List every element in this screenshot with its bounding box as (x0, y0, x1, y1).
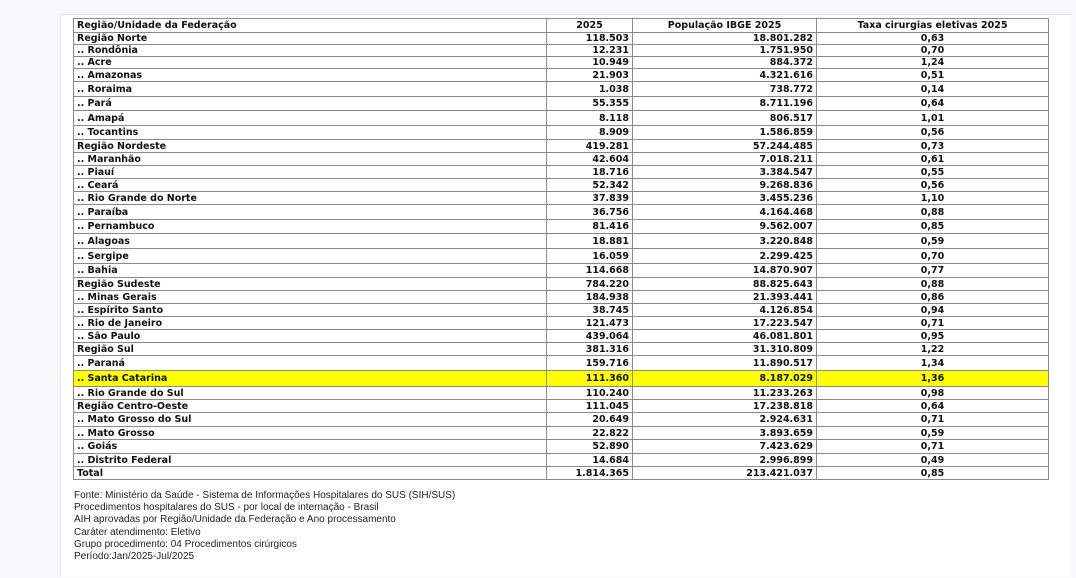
cell-rate: 0,86 (817, 291, 1049, 304)
table-row (74, 264, 1049, 278)
cell-population: 88.825.643 (633, 278, 817, 291)
cell-population: 2.299.425 (633, 249, 817, 264)
cell-region-name: .. Espírito Santo (74, 304, 547, 317)
cell-rate: 0,71 (817, 317, 1049, 330)
cell-2025: 118.503 (547, 33, 633, 45)
cell-2025: 21.903 (547, 69, 633, 82)
cell-population: 1.751.950 (633, 45, 817, 57)
table-row (74, 179, 1049, 192)
cell-2025: 14.684 (547, 454, 633, 467)
cell-rate: 0,63 (817, 33, 1049, 45)
cell-2025: 20.649 (547, 413, 633, 427)
cell-rate: 1,10 (817, 192, 1049, 205)
cell-population: 18.801.282 (633, 33, 817, 45)
cell-region-name: .. Rio Grande do Sul (74, 387, 547, 400)
cell-rate: 0,95 (817, 330, 1049, 343)
cell-population: 17.238.818 (633, 400, 817, 413)
cell-rate: 0,56 (817, 179, 1049, 192)
cell-rate: 1,24 (817, 57, 1049, 69)
cell-region-name: .. Maranhão (74, 153, 547, 166)
table-row (74, 356, 1049, 371)
cell-region-name: Região Sudeste (74, 278, 547, 291)
cell-population: 213.421.037 (633, 467, 817, 480)
cell-region-name: .. Paraná (74, 356, 547, 371)
cell-2025: 16.059 (547, 249, 633, 264)
cell-rate: 1,34 (817, 356, 1049, 371)
cell-population: 8.711.196 (633, 97, 817, 111)
cell-population: 46.081.801 (633, 330, 817, 343)
table-header-row (74, 19, 1049, 33)
cell-population: 21.393.441 (633, 291, 817, 304)
cell-2025: 110.240 (547, 387, 633, 400)
cell-2025: 1.814.365 (547, 467, 633, 480)
cell-region-name: Região Nordeste (74, 140, 547, 153)
cell-2025: 184.938 (547, 291, 633, 304)
table-row (74, 330, 1049, 343)
cell-region-name: .. Tocantins (74, 126, 547, 140)
cell-region-name: .. Paraíba (74, 205, 547, 220)
table-row (74, 126, 1049, 140)
table-row-highlighted (74, 371, 1049, 387)
cell-2025: 159.716 (547, 356, 633, 371)
cell-rate: 0,88 (817, 205, 1049, 220)
header-2025: 2025 (547, 19, 633, 33)
cell-region-name: .. Piauí (74, 166, 547, 179)
cell-rate: 0,70 (817, 249, 1049, 264)
cell-2025: 8.118 (547, 111, 633, 126)
note-procedures: Procedimentos hospitalares do SUS - por local de internação - Brasil (74, 502, 379, 514)
cell-population: 7.018.211 (633, 153, 817, 166)
cell-2025: 381.316 (547, 343, 633, 356)
cell-2025: 419.281 (547, 140, 633, 153)
table-row (74, 317, 1049, 330)
table-row (74, 82, 1049, 97)
cell-2025: 10.949 (547, 57, 633, 69)
cell-region-name: .. Ceará (74, 179, 547, 192)
table-row (74, 427, 1049, 440)
cell-region-name: .. Sergipe (74, 249, 547, 264)
cell-rate: 0,61 (817, 153, 1049, 166)
cell-2025: 111.360 (547, 371, 633, 387)
cell-rate: 1,22 (817, 343, 1049, 356)
cell-rate: 0,71 (817, 413, 1049, 427)
cell-population: 884.372 (633, 57, 817, 69)
table-row (74, 440, 1049, 454)
cell-2025: 18.716 (547, 166, 633, 179)
note-source: Fonte: Ministério da Saúde - Sistema de Informações Hospitalares do SUS (SIH/SUS) (74, 490, 456, 501)
cell-2025: 439.064 (547, 330, 633, 343)
cell-2025: 12.231 (547, 45, 633, 57)
table-row (74, 69, 1049, 82)
cell-rate: 0,49 (817, 454, 1049, 467)
cell-2025: 52.342 (547, 179, 633, 192)
cell-population: 738.772 (633, 82, 817, 97)
cell-population: 9.268.836 (633, 179, 817, 192)
cell-rate: 0,64 (817, 97, 1049, 111)
cell-rate: 0,77 (817, 264, 1049, 278)
cell-rate: 0,59 (817, 234, 1049, 249)
cell-2025: 37.839 (547, 192, 633, 205)
cell-region-name: Região Norte (74, 33, 547, 45)
cell-region-name: Total (74, 467, 547, 480)
cell-population: 3.455.236 (633, 192, 817, 205)
table-row (74, 467, 1049, 480)
cell-region-name: .. Rondônia (74, 45, 547, 57)
table-row (74, 192, 1049, 205)
table-row (74, 33, 1049, 45)
cell-region-name: .. Pernambuco (74, 220, 547, 234)
table-row (74, 140, 1049, 153)
cell-rate: 0,88 (817, 278, 1049, 291)
cell-population: 11.233.263 (633, 387, 817, 400)
cell-2025: 784.220 (547, 278, 633, 291)
cell-population: 806.517 (633, 111, 817, 126)
cell-2025: 18.881 (547, 234, 633, 249)
table-row (74, 291, 1049, 304)
table-row (74, 249, 1049, 264)
cell-population: 4.164.468 (633, 205, 817, 220)
cell-region-name: .. Amazonas (74, 69, 547, 82)
cell-region-name: .. Santa Catarina (74, 371, 547, 387)
table-row (74, 220, 1049, 234)
cell-population: 1.586.859 (633, 126, 817, 140)
note-aih: AIH aprovadas por Região/Unidade da Federação e Ano processamento (74, 514, 396, 526)
cell-population: 9.562.007 (633, 220, 817, 234)
cell-rate: 1,36 (817, 371, 1049, 387)
table-row (74, 166, 1049, 179)
table-row (74, 205, 1049, 220)
cell-population: 3.220.848 (633, 234, 817, 249)
cell-rate: 0,55 (817, 166, 1049, 179)
cell-rate: 0,73 (817, 140, 1049, 153)
table-row (74, 153, 1049, 166)
cell-region-name: .. Mato Grosso (74, 427, 547, 440)
cell-population: 3.384.547 (633, 166, 817, 179)
surgery-rate-table (73, 18, 1049, 480)
cell-2025: 111.045 (547, 400, 633, 413)
cell-population: 4.126.854 (633, 304, 817, 317)
cell-region-name: .. Alagoas (74, 234, 547, 249)
cell-region-name: .. Goiás (74, 440, 547, 454)
table-row (74, 413, 1049, 427)
cell-2025: 42.604 (547, 153, 633, 166)
cell-population: 4.321.616 (633, 69, 817, 82)
cell-2025: 1.038 (547, 82, 633, 97)
cell-population: 7.423.629 (633, 440, 817, 454)
cell-rate: 0,98 (817, 387, 1049, 400)
cell-rate: 0,85 (817, 467, 1049, 480)
cell-population: 17.223.547 (633, 317, 817, 330)
table-row (74, 234, 1049, 249)
cell-region-name: .. Bahia (74, 264, 547, 278)
cell-rate: 1,01 (817, 111, 1049, 126)
note-character: Caráter atendimento: Eletivo (74, 526, 201, 538)
cell-region-name: .. São Paulo (74, 330, 547, 343)
header-population: População IBGE 2025 (633, 19, 817, 33)
cell-2025: 36.756 (547, 205, 633, 220)
cell-2025: 22.822 (547, 427, 633, 440)
cell-region-name: .. Rio Grande do Norte (74, 192, 547, 205)
table-row (74, 111, 1049, 126)
cell-rate: 0,56 (817, 126, 1049, 140)
cell-region-name: .. Amapá (74, 111, 547, 126)
cell-population: 31.310.809 (633, 343, 817, 356)
cell-rate: 0,59 (817, 427, 1049, 440)
cell-2025: 81.416 (547, 220, 633, 234)
cell-region-name: .. Roraima (74, 82, 547, 97)
cell-region-name: .. Pará (74, 97, 547, 111)
cell-rate: 0,70 (817, 45, 1049, 57)
cell-population: 2.996.899 (633, 454, 817, 467)
table-row (74, 387, 1049, 400)
cell-rate: 0,51 (817, 69, 1049, 82)
cell-population: 11.890.517 (633, 356, 817, 371)
table-row (74, 97, 1049, 111)
table-row (74, 343, 1049, 356)
table-row (74, 400, 1049, 413)
cell-2025: 38.745 (547, 304, 633, 317)
header-rate: Taxa cirurgias eletivas 2025 (817, 19, 1049, 33)
cell-region-name: .. Rio de Janeiro (74, 317, 547, 330)
table-row (74, 278, 1049, 291)
cell-region-name: .. Distrito Federal (74, 454, 547, 467)
cell-region-name: Região Sul (74, 343, 547, 356)
note-group: Grupo procedimento: 04 Procedimentos cirúrgicos (74, 538, 297, 550)
cell-population: 8.187.029 (633, 371, 817, 387)
cell-population: 57.244.485 (633, 140, 817, 153)
cell-region-name: .. Minas Gerais (74, 291, 547, 304)
cell-rate: 0,64 (817, 400, 1049, 413)
cell-region-name: Região Centro-Oeste (74, 400, 547, 413)
cell-2025: 8.909 (547, 126, 633, 140)
table-row (74, 45, 1049, 57)
cell-2025: 121.473 (547, 317, 633, 330)
note-period: Período:Jan/2025-Jul/2025 (74, 551, 195, 563)
table-row (74, 57, 1049, 69)
cell-population: 2.924.631 (633, 413, 817, 427)
cell-2025: 55.355 (547, 97, 633, 111)
header-region: Região/Unidade da Federação (74, 19, 547, 33)
cell-region-name: .. Acre (74, 57, 547, 69)
cell-region-name: .. Mato Grosso do Sul (74, 413, 547, 427)
cell-rate: 0,85 (817, 220, 1049, 234)
cell-rate: 0,71 (817, 440, 1049, 454)
source-notes (74, 490, 455, 563)
cell-population: 3.893.659 (633, 427, 817, 440)
cell-2025: 52.890 (547, 440, 633, 454)
cell-rate: 0,14 (817, 82, 1049, 97)
cell-rate: 0,94 (817, 304, 1049, 317)
cell-2025: 114.668 (547, 264, 633, 278)
table-row (74, 304, 1049, 317)
table-row (74, 454, 1049, 467)
cell-population: 14.870.907 (633, 264, 817, 278)
